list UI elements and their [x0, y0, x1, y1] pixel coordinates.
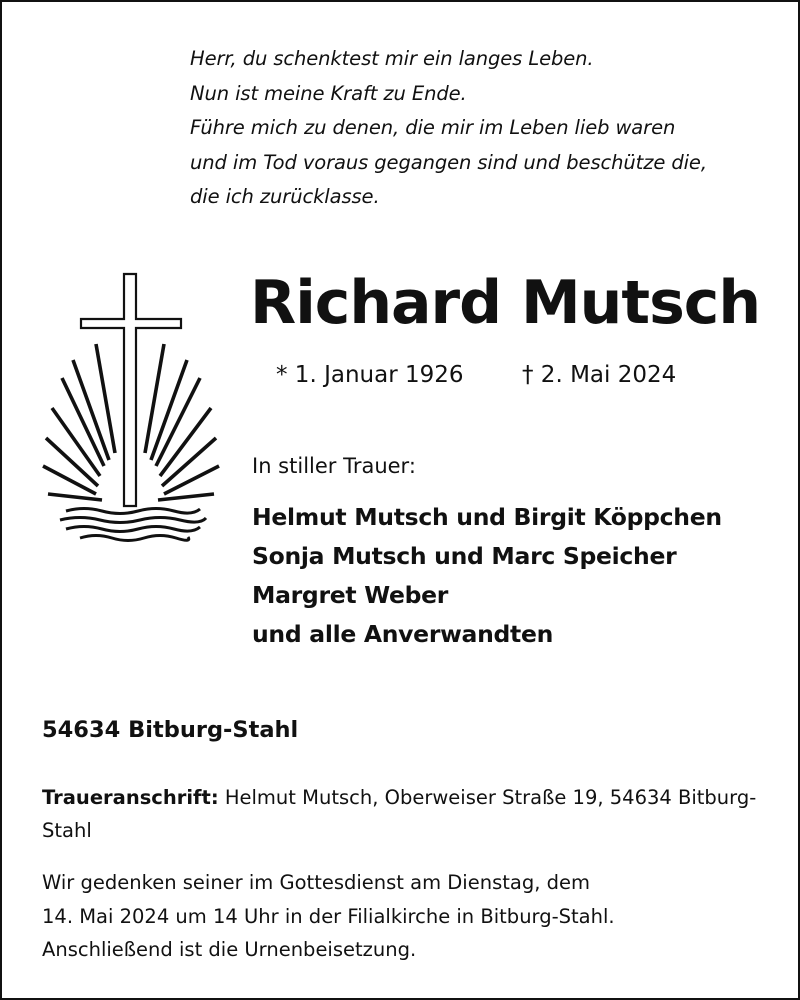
death-date: † 2. Mai 2024 [522, 362, 677, 388]
poem-line: Führe mich zu denen, die mir im Leben lieb waren [190, 116, 676, 139]
poem-line: Herr, du schenktest mir ein langes Leben. [190, 47, 594, 70]
mourner-entry: Helmut Mutsch und Birgit Köppchen [252, 503, 722, 531]
mourners-list [252, 498, 722, 654]
mourner-entry: Margret Weber [252, 581, 449, 609]
mourning-intro: In stiller Trauer: [252, 454, 416, 478]
deceased-name: Richard Mutsch [250, 268, 761, 338]
service-line: 14. Mai 2024 um 14 Uhr in der Filialkirche in Bitburg-Stahl. [42, 904, 615, 928]
birth-date: * 1. Januar 1926 [276, 362, 464, 388]
mourner-entry: Sonja Mutsch und Marc Speicher [252, 542, 677, 570]
cross-sunrise-water-icon [38, 268, 228, 548]
mourning-address [42, 781, 772, 847]
poem-verse [190, 42, 780, 215]
address-text: Helmut Mutsch, Oberweiser Straße 19, 54634 Bitburg-Stahl [42, 786, 757, 842]
address-label: Traueranschrift: [42, 786, 219, 809]
mourner-entry: und alle Anverwandten [252, 620, 554, 648]
life-dates [276, 358, 677, 392]
poem-line: Nun ist meine Kraft zu Ende. [190, 81, 467, 105]
service-line: Anschließend ist die Urnenbeisetzung. [42, 938, 417, 961]
poem-line: und im Tod voraus gegangen sind und beschütze die, [190, 150, 707, 174]
poem-line: die ich zurücklasse. [190, 185, 380, 208]
location-heading: 54634 Bitburg-Stahl [42, 717, 299, 743]
service-line: Wir gedenken seiner im Gottesdienst am Dienstag, dem [42, 871, 590, 894]
service-info [42, 866, 772, 967]
